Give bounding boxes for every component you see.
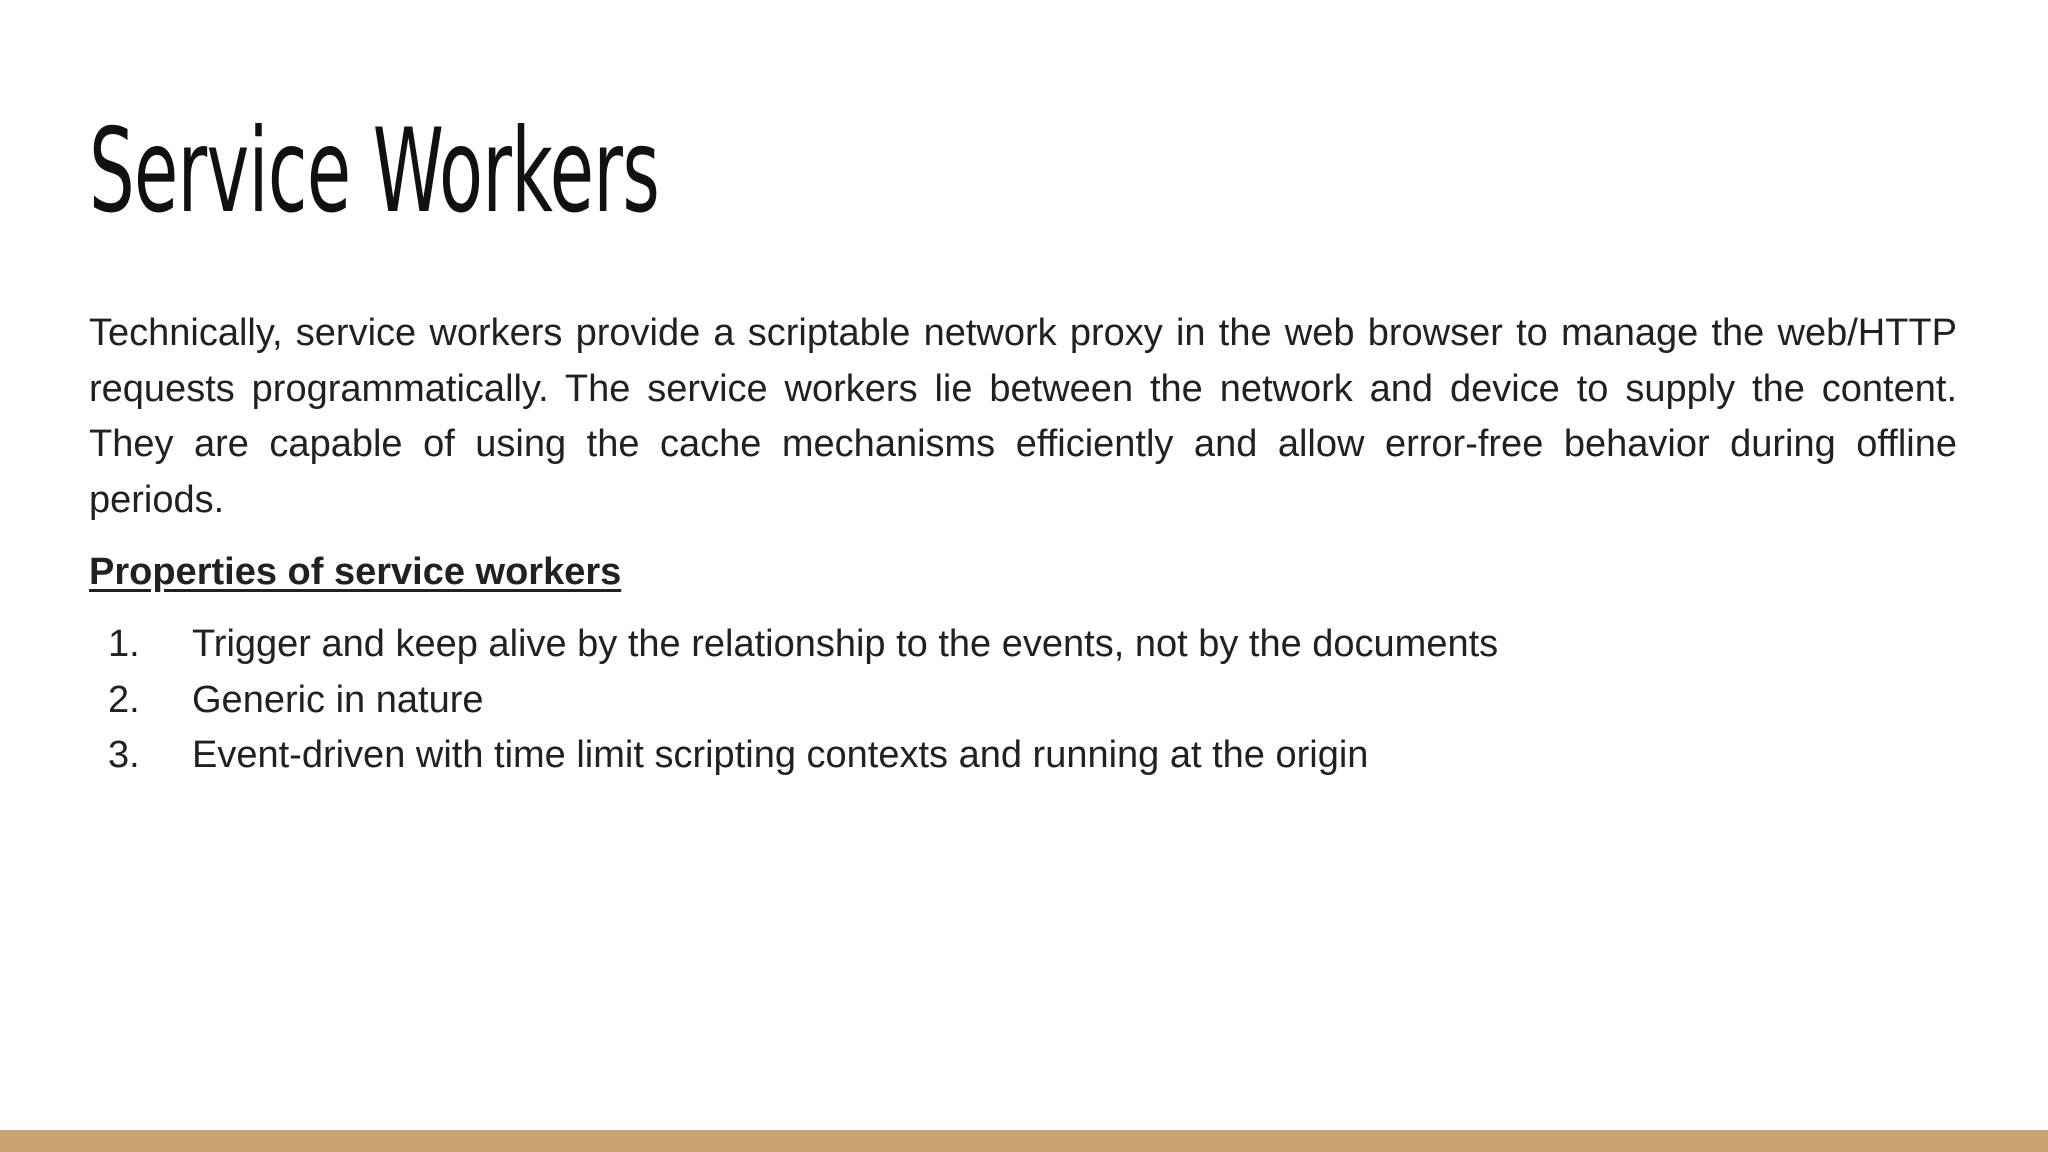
- list-item-number: 1.: [108, 623, 140, 665]
- list-item-number: 3.: [108, 734, 140, 776]
- slide-title: Service Workers: [89, 104, 660, 239]
- list-item: [89, 673, 1957, 729]
- list-item: [89, 728, 1957, 784]
- properties-heading: Properties of service workers: [89, 551, 622, 593]
- slide-body: [89, 306, 1957, 784]
- list-item-text: Trigger and keep alive by the relationship to the events, not by the documents: [192, 623, 1499, 665]
- list-item-text: Generic in nature: [192, 678, 484, 721]
- list-item-text: Event-driven with time limit scripting contexts and running at the origin: [192, 734, 1369, 776]
- accent-bar: [0, 1130, 2048, 1152]
- list-item-number: 2.: [108, 678, 140, 721]
- intro-paragraph: Technically, service workers provide a scriptable network proxy in the web browser to manage the web/HTTP requests programmatically. The service workers lie between the network and device to supply the content. They are capable of using the cache mechanisms efficiently and allow error-free behavior during offline periods.: [89, 312, 1957, 521]
- list-item: [89, 617, 1957, 673]
- properties-list: [89, 617, 1957, 784]
